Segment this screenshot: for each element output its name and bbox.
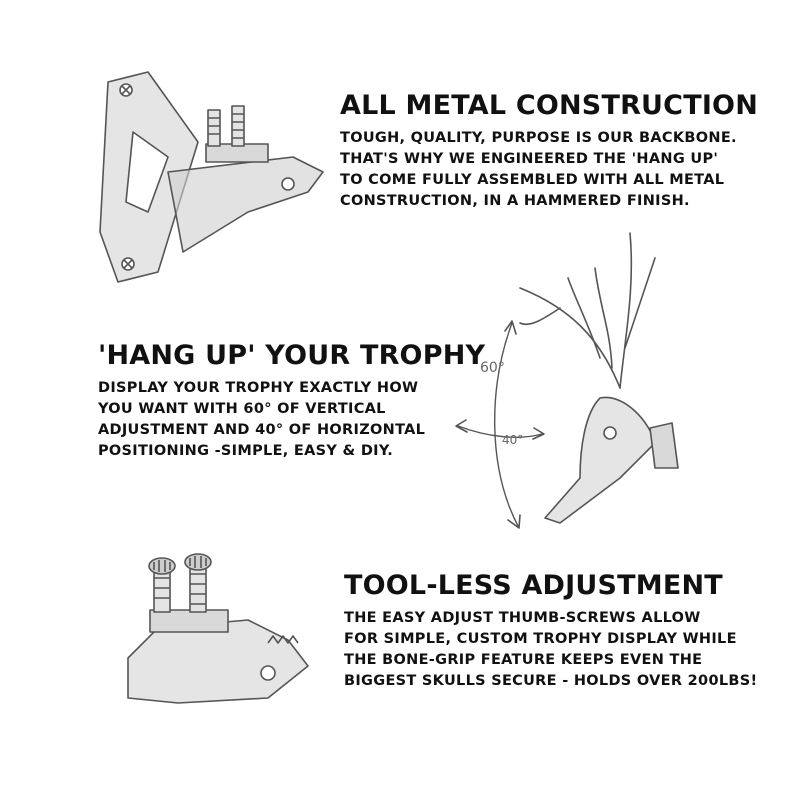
body-line: FOR SIMPLE, CUSTOM TROPHY DISPLAY WHILE <box>344 631 737 647</box>
body-line: TO COME FULLY ASSEMBLED WITH ALL METAL <box>340 172 725 188</box>
body-line: ADJUSTMENT AND 40° OF HORIZONTAL <box>98 422 426 438</box>
wall-bracket-illustration <box>88 62 328 292</box>
body-line: TOUGH, QUALITY, PURPOSE IS OUR BACKBONE. <box>340 130 737 146</box>
horizontal-angle-label: 40° <box>502 433 524 447</box>
body-line: THAT'S WHY WE ENGINEERED THE 'HANG UP' <box>340 151 719 167</box>
vertical-angle-label: 60° <box>480 360 505 376</box>
body-line: THE EASY ADJUST THUMB-SCREWS ALLOW <box>344 610 701 626</box>
body-hang-up-your-trophy <box>98 378 485 462</box>
body-line: BIGGEST SKULLS SECURE - HOLDS OVER 200LBS! <box>344 673 758 689</box>
section-tool-less <box>344 570 757 692</box>
section-all-metal <box>340 90 758 212</box>
heading-tool-less-adjustment: TOOL-LESS ADJUSTMENT <box>344 570 723 601</box>
thumb-screw-clamp-illustration <box>118 548 328 728</box>
body-line: THE BONE-GRIP FEATURE KEEPS EVEN THE <box>344 652 703 668</box>
body-line: DISPLAY YOUR TROPHY EXACTLY HOW <box>98 380 419 396</box>
body-line: POSITIONING -SIMPLE, EASY & DIY. <box>98 443 394 459</box>
section-hang-up <box>98 340 485 462</box>
skull-adjustment-illustration <box>450 228 700 548</box>
heading-hang-up-your-trophy: 'HANG UP' YOUR TROPHY <box>98 340 486 371</box>
heading-all-metal-construction: ALL METAL CONSTRUCTION <box>340 90 759 121</box>
body-line: YOU WANT WITH 60° OF VERTICAL <box>98 401 386 417</box>
body-tool-less-adjustment <box>344 608 757 692</box>
body-all-metal-construction <box>340 128 758 212</box>
body-line: CONSTRUCTION, IN A HAMMERED FINISH. <box>340 193 690 209</box>
